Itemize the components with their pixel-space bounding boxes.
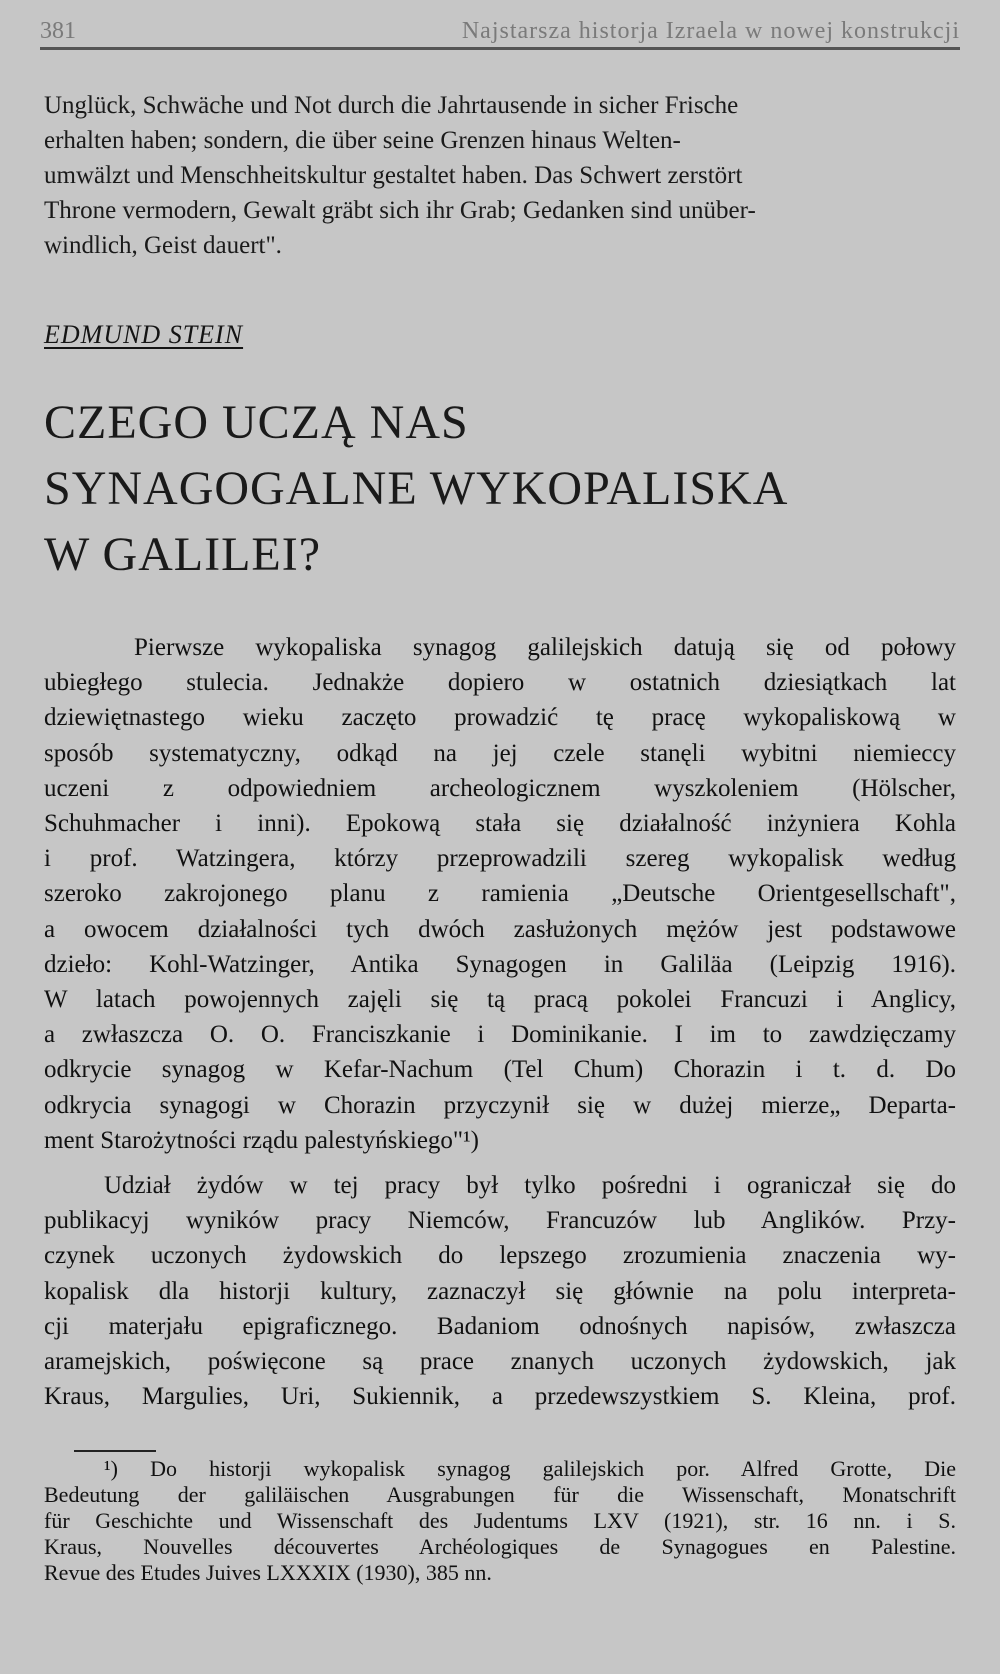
header-rule [40,47,960,50]
text-line: dzieło: Kohl-Watzinger, Antika Synagogen in Galiläa (Leipzig 1916). [44,950,956,978]
paragraph-1 [44,630,956,1158]
text-line: ment Starożytności rządu palestyńskiego"¹) [44,1126,479,1154]
text-line: publikacyj wyników pracy Niemców, Francuzów lub Anglików. Przy- [44,1207,956,1235]
text-line: Udział żydów w tej pracy był tylko pośredni i ograniczał się do [104,1172,956,1199]
running-title: Najstarsza historja Izraela w nowej konstrukcji [461,18,960,44]
text-line: umwälzt und Menschheitskultur gestaltet haben. Das Schwert zerstört [44,162,743,189]
text-line: odkrycie synagog w Kefar-Nachum (Tel Chum) Chorazin i t. d. Do [44,1056,956,1084]
text-line: czynek uczonych żydowskich do lepszego zrozumienia znaczenia wy- [44,1242,956,1270]
footnote-line: Bedeutung der galiläischen Ausgrabungen für die Wissenschaft, Monatschrift [44,1482,956,1507]
page-number: 381 [40,18,76,44]
text-line: szeroko zakrojonego planu z ramienia „Deutsche Orientgesellschaft", [44,880,956,908]
text-line: Kraus, Margulies, Uri, Sukiennik, a przedewszystkiem S. Kleina, prof. [44,1383,956,1411]
text-line: odkrycia synagogi w Chorazin przyczynił się w dużej mierze„ Departa- [44,1091,956,1119]
text-line: uczeni z odpowiedniem archeologicznem wyszkoleniem (Hölscher, [44,774,956,802]
footnote-rule [74,1450,156,1452]
text-line: Throne vermodern, Gewalt gräbt sich ihr Grab; Gedanken sind unüber- [44,197,756,224]
title-line: SYNAGOGALNE WYKOPALISKA [44,462,789,515]
text-line: sposób systematyczny, odkąd na jej czele stanęli wybitni niemieccy [44,739,956,767]
previous-article-ending [44,88,954,263]
text-line: kopalisk dla historji kultury, zaznaczył się głównie na polu interpreta- [44,1277,956,1305]
article-title [44,390,924,588]
paragraph-2 [44,1168,956,1414]
text-line: i prof. Watzingera, którzy przeprowadzili szereg wykopalisk według [44,845,956,873]
footnote-line: Kraus, Nouvelles découvertes Archéologiques de Synagogues en Palestine. [44,1534,956,1559]
text-line: erhalten haben; sondern, die über seine Grenzen hinaus Welten- [44,127,681,154]
text-line: cji materjału epigraficznego. Badaniom odnośnych napisów, zwłaszcza [44,1312,956,1340]
text-line: Schuhmacher i inni). Epokową stała się działalność inżyniera Kohla [44,810,956,838]
text-line: aramejskich, poświęcone są prace znanych uczonych żydowskich, jak [44,1348,956,1376]
footnote-line: Revue des Etudes Juives LXXXIX (1930), 385 nn. [44,1560,492,1585]
text-line: ubiegłego stulecia. Jednakże dopiero w ostatnich dziesiątkach lat [44,669,956,697]
title-line: CZEGO UCZĄ NAS [44,396,469,449]
text-line: a zwłaszcza O. O. Franciszkanie i Dominikanie. I im to zawdzięczamy [44,1021,956,1049]
text-line: windlich, Geist dauert". [44,232,282,259]
text-line: W latach powojennych zajęli się tą pracą pokolei Francuzi i Anglicy, [44,986,956,1014]
text-line: dziewiętnastego wieku zaczęto prowadzić tę pracę wykopaliskową w [44,704,956,732]
footnote [44,1456,956,1586]
text-line: a owocem działalności tych dwóch zasłużonych mężów jest podstawowe [44,915,956,943]
footnote-line: ¹) Do historji wykopalisk synagog galilejskich por. Alfred Grotte, Die [104,1456,956,1481]
footnote-line: für Geschichte und Wissenschaft des Judentums LXV (1921), str. 16 nn. i S. [44,1508,956,1533]
title-line: W GALILEI? [44,528,321,581]
text-line: Pierwsze wykopaliska synagog galilejskich datują się od połowy [134,634,956,661]
article-author: EDMUND STEIN [44,320,244,349]
running-header [40,18,960,48]
text-line: Unglück, Schwäche und Not durch die Jahrtausende in sicher Frische [44,92,739,119]
